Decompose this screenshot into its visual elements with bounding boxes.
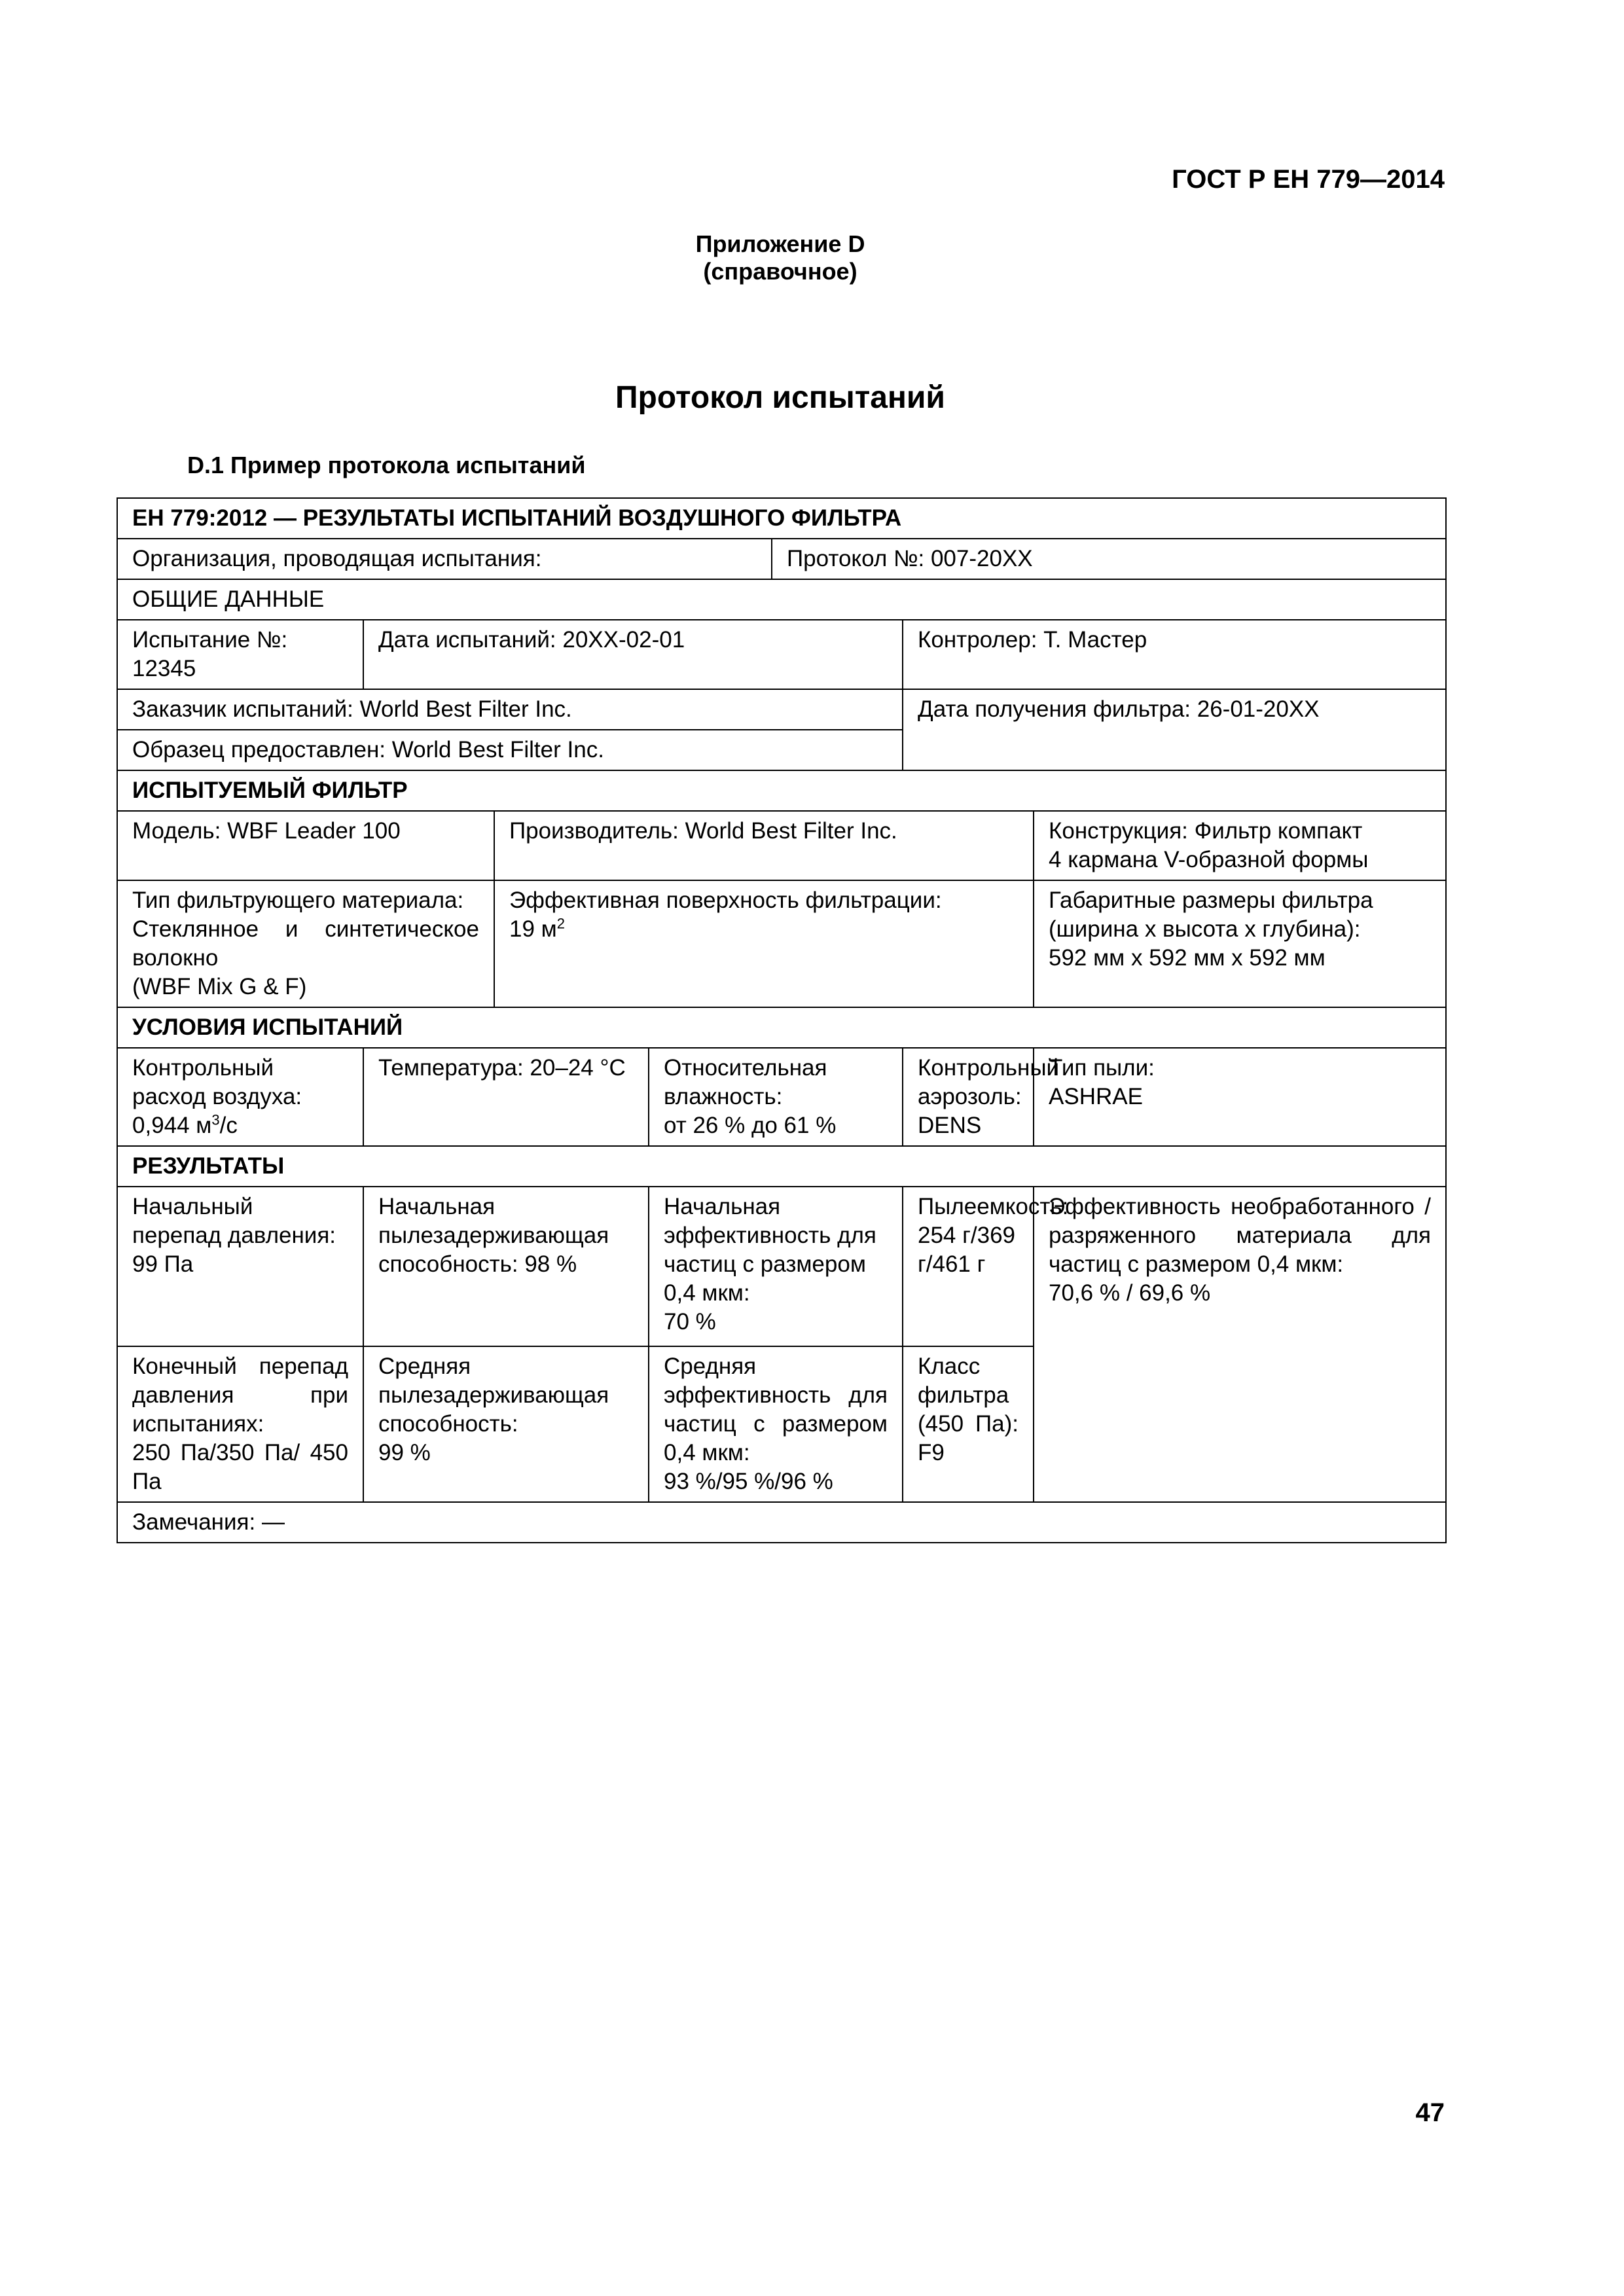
- test-number-cell: Испытание №: 12345: [117, 620, 363, 689]
- discharged-eff-label: Эффективность необработанного / разряженного материала для частиц с размером 0,4 мкм:: [1049, 1194, 1431, 1277]
- area-value: 19 м: [509, 916, 557, 942]
- discharged-eff-value: 70,6 % / 69,6 %: [1049, 1280, 1211, 1306]
- table-caption: ЕН 779:2012 — РЕЗУЛЬТАТЫ ИСПЫТАНИЙ ВОЗДУШНОГО ФИЛЬТРА: [117, 498, 1446, 539]
- average-efficiency-cell: [649, 1346, 903, 1502]
- table-row: [117, 811, 1446, 880]
- filter-class-cell: Класс фильтра (450 Па): F9: [903, 1346, 1034, 1502]
- area-label: Эффективная поверхность фильтрации:: [509, 888, 942, 913]
- aerosol-cell: [903, 1048, 1060, 1146]
- sample-provider-cell: Образец предоставлен: World Best Filter Inc.: [117, 730, 903, 770]
- humidity-cell: [649, 1048, 903, 1146]
- design-line-2: 4 кармана V-образной формы: [1049, 847, 1369, 872]
- final-pressure-drop-cell: [117, 1346, 363, 1502]
- avg-arr-label: Средняя пылезадерживающая способность:: [378, 1354, 609, 1437]
- controller-cell: Контролер: Т. Мастер: [903, 620, 1446, 689]
- filtration-area-cell: [494, 880, 1034, 1007]
- table-row: [117, 1007, 1446, 1048]
- dust-type-cell: [1034, 1048, 1446, 1146]
- airflow-value-line: [132, 1111, 348, 1140]
- general-data-heading: ОБЩИЕ ДАННЫЕ: [117, 579, 1446, 620]
- table-row: [117, 579, 1446, 620]
- results-heading: РЕЗУЛЬТАТЫ: [117, 1146, 1446, 1187]
- remarks-cell: Замечания: —: [117, 1502, 1446, 1543]
- test-protocol-table: [117, 497, 1447, 1543]
- dust-type-label: Тип пыли:: [1049, 1055, 1155, 1081]
- table-row: [117, 880, 1446, 1007]
- test-filter-heading: ИСПЫТУЕМЫЙ ФИЛЬТР: [117, 770, 1446, 811]
- initial-eff-value: 70 %: [664, 1309, 716, 1335]
- initial-dp-value: 99 Па: [132, 1251, 194, 1277]
- dust-capacity-value: 254 г/369 г/461 г: [918, 1223, 1016, 1277]
- table-row: [117, 1502, 1446, 1543]
- aerosol-label: Контрольный аэрозоль:: [918, 1055, 1060, 1109]
- aerosol-value: DENS: [918, 1113, 982, 1138]
- table-row: [117, 539, 1446, 579]
- media-brand: (WBF Mix G & F): [132, 974, 307, 999]
- table-row: [117, 498, 1446, 539]
- dimensions-cell: [1034, 880, 1446, 1007]
- table-row: [117, 1048, 1446, 1146]
- protocol-number-cell: Протокол №: 007-20XX: [772, 539, 1446, 579]
- initial-eff-label: Начальная эффективность для частиц с размером 0,4 мкм:: [664, 1194, 876, 1306]
- initial-dp-label: Начальный перепад давления:: [132, 1194, 336, 1248]
- model-cell: Модель: WBF Leader 100: [117, 811, 494, 880]
- design-line-1: Конструкция: Фильтр компакт: [1049, 818, 1363, 844]
- design-cell: [1034, 811, 1446, 880]
- media-type: Стеклянное и синтетическое волокно: [132, 916, 479, 971]
- initial-efficiency-cell: [649, 1187, 903, 1346]
- page-title: Протокол испытаний: [615, 380, 945, 415]
- table-row: [117, 620, 1446, 689]
- test-conditions-heading: УСЛОВИЯ ИСПЫТАНИЙ: [117, 1007, 1446, 1048]
- avg-arr-value: 99 %: [378, 1440, 431, 1465]
- area-value-line: [509, 915, 1019, 944]
- average-arrestance-cell: [363, 1346, 649, 1502]
- dust-capacity-cell: [903, 1187, 1069, 1346]
- humidity-value: от 26 % до 61 %: [664, 1113, 837, 1138]
- airflow-superscript: 3: [211, 1111, 220, 1128]
- page-number: 47: [1415, 2098, 1445, 2127]
- initial-arrestance-cell: Начальная пылезадерживающая способность: 98 %: [363, 1187, 649, 1346]
- table-row: [117, 770, 1446, 811]
- dust-capacity-label: Пылеемкость:: [918, 1194, 1069, 1219]
- customer-cell: Заказчик испытаний: World Best Filter Inc.: [117, 689, 903, 730]
- avg-eff-label: Средняя эффективность для частиц с размером 0,4 мкм:: [664, 1354, 888, 1465]
- final-dp-value: 250 Па/350 Па/ 450 Па: [132, 1440, 348, 1494]
- annex-label: Приложение D: [695, 230, 865, 257]
- avg-eff-value: 93 %/95 %/96 %: [664, 1469, 833, 1494]
- area-superscript: 2: [556, 915, 565, 932]
- annex-heading: [0, 230, 1561, 285]
- humidity-label: Относительная влажность:: [664, 1055, 827, 1109]
- filter-media-cell: [117, 880, 494, 1007]
- dimensions-value: 592 мм х 592 мм х 592 мм: [1049, 945, 1326, 971]
- final-dp-label: Конечный перепад давления при испытаниях:: [132, 1354, 348, 1437]
- media-label: Тип фильтрующего материала:: [132, 888, 464, 913]
- standard-code: ГОСТ Р ЕН 779—2014: [1172, 165, 1445, 194]
- initial-pressure-drop-cell: [117, 1187, 363, 1346]
- annex-type: (справочное): [703, 258, 857, 285]
- table-row: [117, 1187, 1446, 1346]
- organization-cell: Организация, проводящая испытания:: [117, 539, 772, 579]
- dust-type-value: ASHRAE: [1049, 1084, 1143, 1109]
- section-title: D.1 Пример протокола испытаний: [187, 452, 586, 478]
- manufacturer-cell: Производитель: World Best Filter Inc.: [494, 811, 1034, 880]
- airflow-value: 0,944 м: [132, 1113, 212, 1138]
- discharged-efficiency-cell: [1034, 1187, 1446, 1502]
- dimensions-label: Габаритные размеры фильтра (ширина х высота х глубина):: [1049, 888, 1373, 942]
- airflow-cell: [117, 1048, 363, 1146]
- table-row: [117, 1146, 1446, 1187]
- table-row: [117, 689, 1446, 730]
- temperature-cell: Температура: 20–24 °С: [363, 1048, 649, 1146]
- test-date-cell: Дата испытаний: 20XX-02-01: [363, 620, 903, 689]
- airflow-unit: /с: [219, 1113, 238, 1138]
- airflow-label: Контрольный расход воздуха:: [132, 1055, 302, 1109]
- receive-date-cell: Дата получения фильтра: 26-01-20XX: [903, 689, 1446, 770]
